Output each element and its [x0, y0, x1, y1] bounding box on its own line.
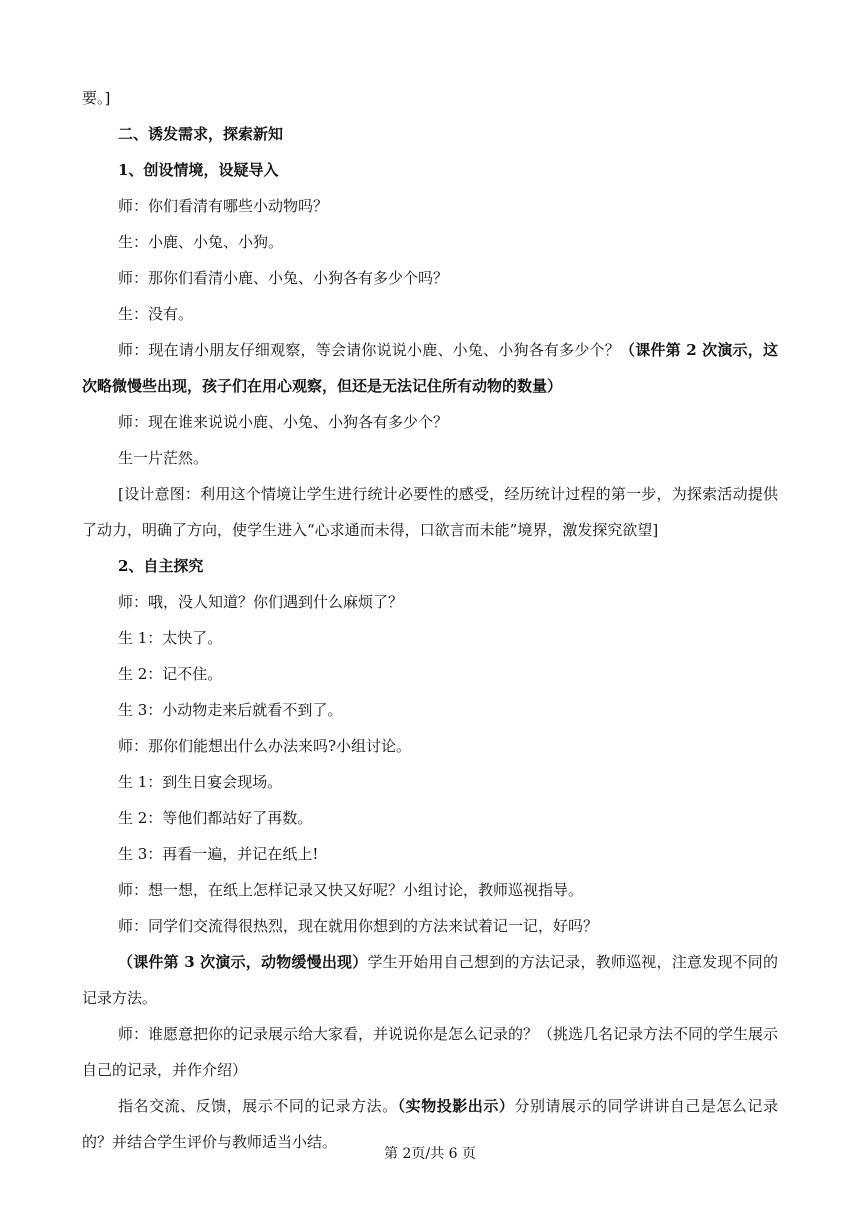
activity-text: 分别请展示的同学讲讲自己是怎么记录的？并结合学生评价与教师适当小结。	[82, 1097, 778, 1151]
dialogue-line: 生 2：等他们都站好了再数。	[118, 809, 313, 827]
dialogue-text: 师：现在请小朋友仔细观察，等会请你说说小鹿、小兔、小狗各有多少个？	[118, 341, 620, 359]
dialogue-line: 生：小鹿、小兔、小狗。	[118, 233, 284, 251]
dialogue-line: 师：想一想，在纸上怎样记录又快又好呢？小组讨论，教师巡视指导。	[118, 881, 584, 899]
dialogue-line: 生 3：再看一遍，并记在纸上!	[118, 845, 319, 863]
activity-text: 学生开始用自己想到的方法记录，教师巡视，注意发现不同的记录方法。	[82, 953, 778, 1007]
document-body	[82, 80, 778, 1160]
dialogue-line: 生 2：记不住。	[118, 665, 223, 683]
dialogue-line: 师：哦，没人知道？你们遇到什么麻烦了？	[118, 593, 404, 611]
dialogue-paragraph	[82, 332, 778, 404]
subsection-heading: 1、创设情境，设疑导入	[118, 161, 279, 179]
dialogue-line: 生 1：太快了。	[118, 629, 223, 647]
section-heading: 二、诱发需求，探索新知	[118, 125, 284, 143]
dialogue-line: 师：那你们看清小鹿、小兔、小狗各有多少个吗？	[118, 269, 449, 287]
subsection-heading: 2、自主探究	[118, 557, 204, 575]
text-line: 要。]	[82, 89, 111, 107]
dialogue-line: 师：那你们能想出什么办法来吗?小组讨论。	[118, 737, 412, 755]
activity-paragraph	[82, 944, 778, 1016]
courseware-note: （课件第 2 次演示，这次略微慢些出现，孩子们在用心观察，但还是无法记住所有动物的数量）	[82, 341, 778, 395]
design-intent-paragraph: [设计意图：利用这个情境让学生进行统计必要性的感受，经历统计过程的第一步，为探索活动提供了动力，明确了方向，使学生进入“心求通而未得，口欲言而未能”境界，激发探究欲望]	[82, 485, 778, 539]
page-footer: 第 2页/共 6 页	[384, 1146, 476, 1162]
dialogue-line: 生一片茫然。	[118, 449, 209, 467]
projection-note: （实物投影出示）	[397, 1097, 515, 1115]
dialogue-line: 生：没有。	[118, 305, 194, 323]
courseware-note: （课件第 3 次演示，动物缓慢出现）	[118, 953, 368, 971]
dialogue-line: 师：同学们交流得很热烈，现在就用你想到的方法来试着记一记，好吗？	[118, 917, 599, 935]
dialogue-line: 生 3：小动物走来后就看不到了。	[118, 701, 343, 719]
dialogue-line: 生 1：到生日宴会现场。	[118, 773, 283, 791]
dialogue-line: 师：你们看清有哪些小动物吗？	[118, 197, 329, 215]
dialogue-paragraph: 师：谁愿意把你的记录展示给大家看，并说说你是怎么记录的？（挑选几名记录方法不同的学生展示自己的记录，并作介绍）	[82, 1025, 779, 1079]
dialogue-line: 师：现在谁来说说小鹿、小兔、小狗各有多少个？	[118, 413, 449, 431]
activity-text: 指名交流、反馈，展示不同的记录方法。	[118, 1097, 398, 1115]
